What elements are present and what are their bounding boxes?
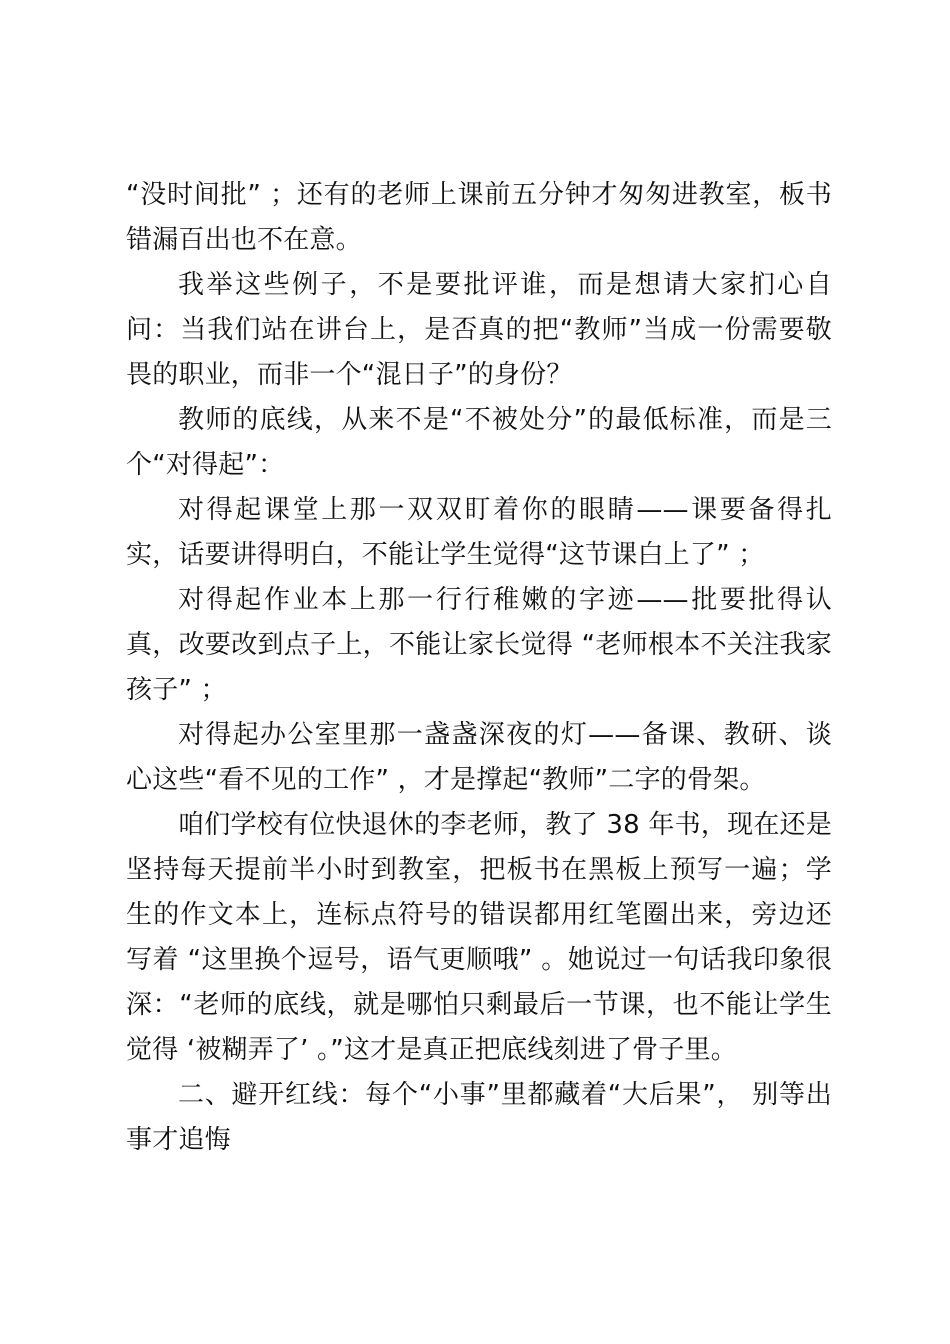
paragraph-5: 对得起作业本上那一行行稚嫩的字迹——批要批得认真，改要改到点子上，不能让家长觉得 “老师根本不关注我家孩子” ； — [126, 585, 832, 705]
document-body — [126, 173, 832, 1163]
paragraph-7: 咱们学校有位快退休的李老师，教了 38 年书，现在还是坚持每天提前半小时到教室，把板书在黑板上预写一遍；学生的作文本上，连标点符号的错误都用红笔圈出来，旁边还写着 “这里换个逗号，语气更顺哦” 。她说过一句话我印象很深：“老师的底线，就是哪怕只剩最后一节课，也不能让学生觉得 ‘被糊弄了’ 。”这才是真正把底线刻进了骨子里。 — [126, 810, 832, 1065]
paragraph-4: 对得起课堂上那一双双盯着你的眼睛——课要备得扎实，话要讲得明白，不能让学生觉得“这节课白上了” ； — [126, 495, 832, 570]
paragraph-1: “没时间批” ；还有的老师上课前五分钟才匆匆进教室，板书错漏百出也不在意。 — [126, 180, 832, 255]
section-heading: 二、避开红线：每个“小事”里都藏着“大后果”， 别等出事才追悔 — [126, 1080, 832, 1155]
paragraph-2: 我举这些例子，不是要批评谁，而是想请大家扪心自问：当我们站在讲台上，是否真的把“教师”当成一份需要敬畏的职业，而非一个“混日子”的身份？ — [126, 270, 832, 390]
paragraph-6: 对得起办公室里那一盏盏深夜的灯——备课、教研、谈心这些“看不见的工作” ，才是撑起“教师”二字的骨架。 — [126, 720, 832, 795]
paragraph-3: 教师的底线，从来不是“不被处分”的最低标准，而是三个“对得起”： — [126, 405, 832, 480]
